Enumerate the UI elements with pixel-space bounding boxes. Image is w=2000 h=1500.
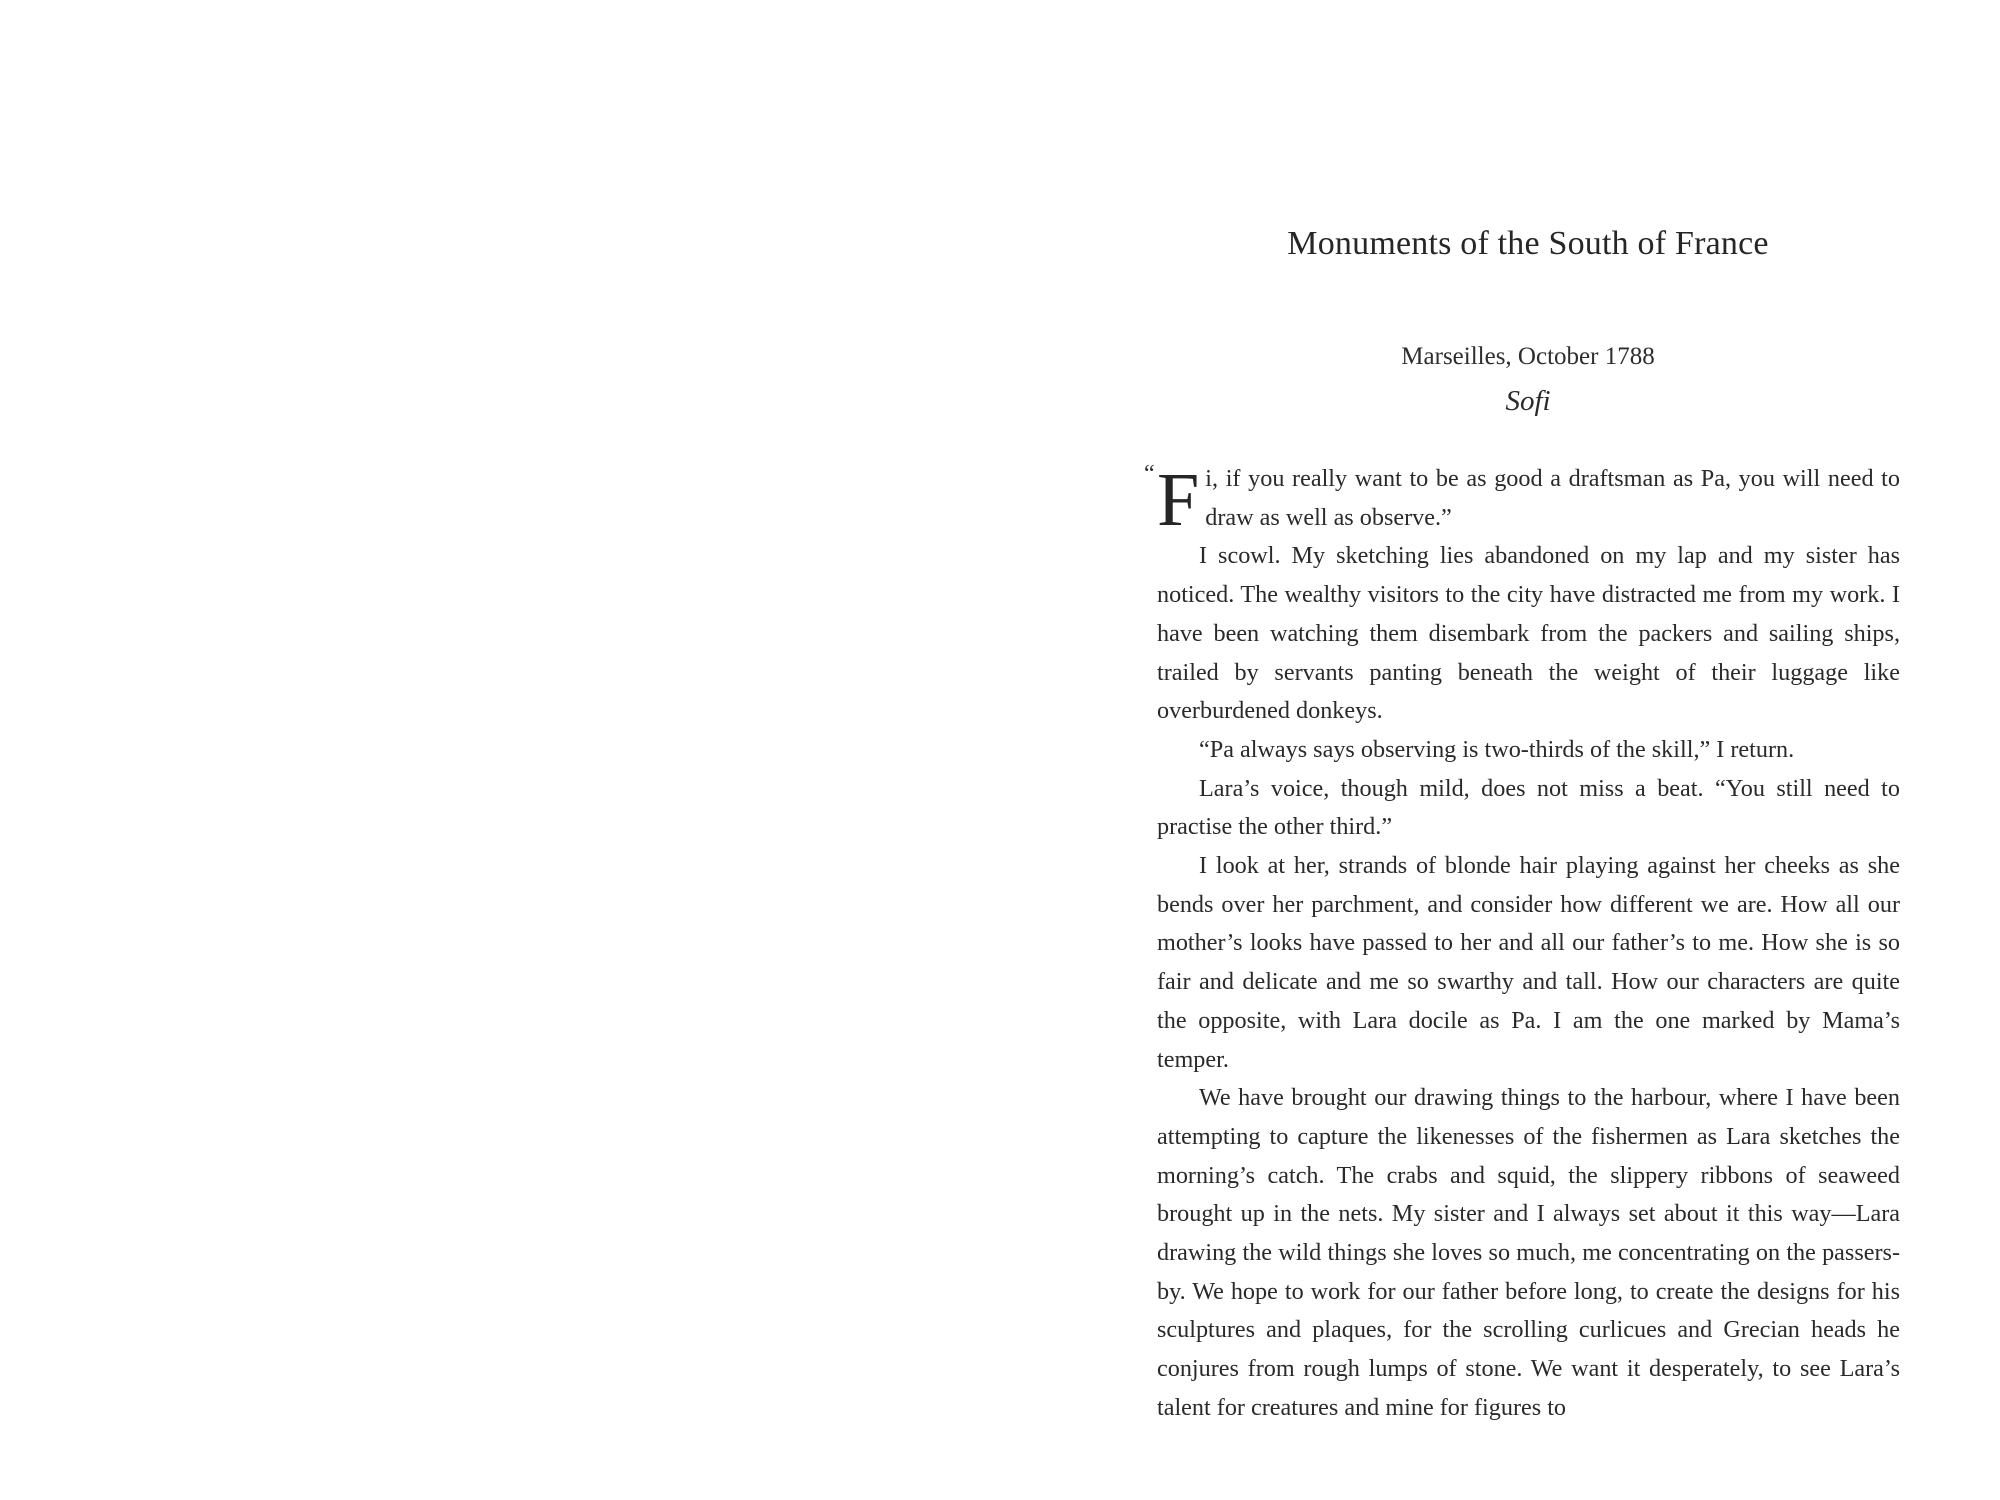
paragraph-1 (1157, 458, 1900, 542)
drop-cap-letter: F (1157, 458, 1200, 542)
paragraph-4: Lara’s voice, though mild, does not miss a beat. “You still need to practise the other third.” (1157, 774, 1900, 841)
opening-quote-mark: “ (1144, 461, 1155, 487)
paragraph-2: I scowl. My sketching lies abandoned on my lap and my sister has noticed. The wealthy visitors to the city have distracted me from my work. I have been watching them disembark from the packers and sailing ships, trailed by servants panting beneath the weight of their luggage like overburdened donkeys. (1157, 542, 1900, 725)
place-date-heading: Marseilles, October 1788 (1401, 343, 1655, 370)
narrator-name: Sofi (1505, 385, 1551, 417)
paragraph-3: “Pa always says observing is two-thirds of the skill,” I return. (1199, 735, 1795, 763)
paragraph-6: We have brought our drawing things to the harbour, where I have been attempting to capture the likenesses of the fishermen as Lara sketches the morning’s catch. The crabs and squid, the slippery ribbons of seaweed brought up in the nets. My sister and I always set about it this way—Lara drawing the wild things she loves so much, me concentrating on the passers-by. We hope to work for our father before long, to create the designs for his sculptures and plaques, for the scrolling curlicues and Grecian heads he conjures from rough lumps of stone. We want it desperately, to see Lara’s talent for creatures and mine for figures to (1157, 1084, 1900, 1421)
paragraph-5: I look at her, strands of blonde hair playing against her cheeks as she bends over her parchment, and consider how different we are. How all our mother’s looks have passed to her and all our father’s to me. How she is so fair and delicate and me so swarthy and tall. How our characters are quite the opposite, with Lara docile as Pa. I am the one marked by Mama’s temper. (1157, 852, 1900, 1073)
paragraph-1-text: i, if you really want to be as good a draftsman as Pa, you will need to draw as well as observe.” (1205, 465, 1900, 531)
right-page (1000, 0, 2000, 1500)
chapter-body-text (1144, 458, 1900, 1428)
chapter-title: Monuments of the South of France (1287, 225, 1769, 262)
